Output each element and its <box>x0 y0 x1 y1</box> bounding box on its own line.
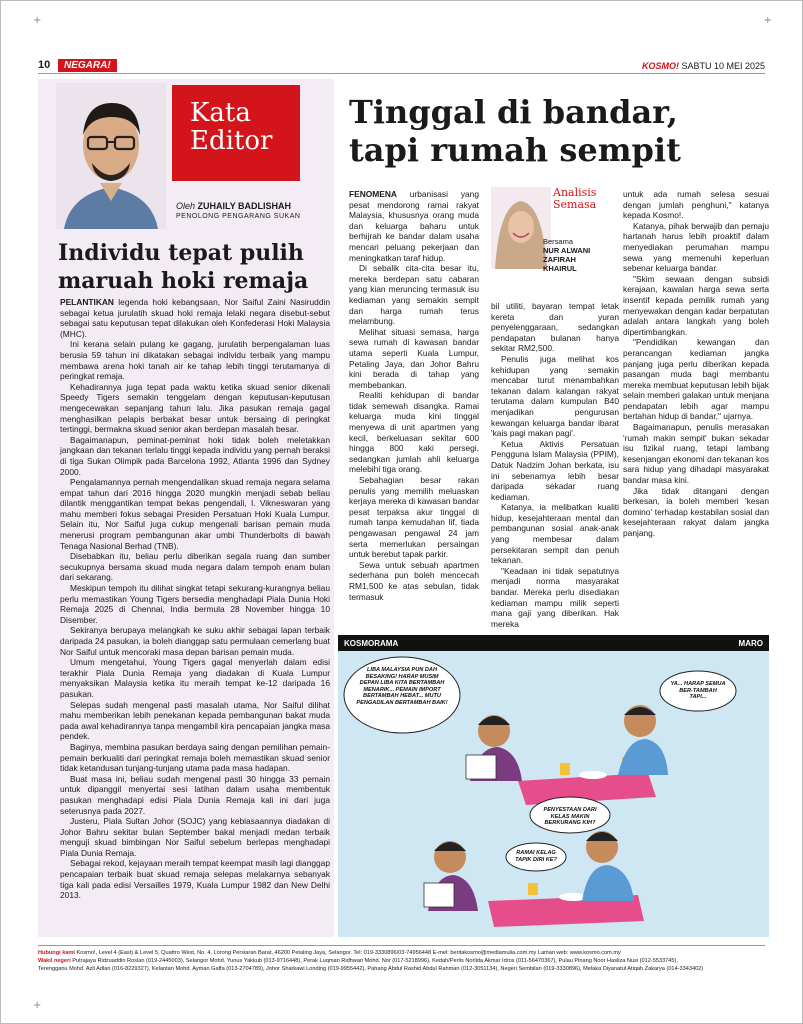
paragraph <box>60 625 330 657</box>
registration-mark: + <box>33 1000 42 1011</box>
section-tag: NEGARA! <box>58 59 117 72</box>
dateline <box>642 61 765 71</box>
paragraph-text: Katanya, pihak berwajib dan pemaju hartanah harus lebih proaktif dalam menyediakan perumahan mampu sewa yang memenuhi keperluan sebenar keluarga bandar. <box>623 220 769 274</box>
paragraph-text: Ini kerana selain pulang ke gagang, jurulatih berpengalaman luas berusia 59 tahun ini dikatakan sebagai individu terbaik yang mampu membawa arena hoki tanah air ke tahap lebih tinggi terutamanya di peringkat remaja. <box>60 339 330 382</box>
author-name-1: NUR ALWANI <box>543 246 591 255</box>
footer-line-1 <box>38 949 765 957</box>
author-credit <box>543 237 590 273</box>
paragraph-text: Justeru, Piala Sultan Johor (SOJC) yang kebiasaannya diadakan di Johor Bahru sekitar bulan September bakal menjadi medan terbaik menguji skuad bimbingan Nor Saiful sebelum berlepas menghadapi Piala Dunia Remaja. <box>60 816 330 858</box>
paragraph <box>623 486 769 539</box>
author-with: Bersama <box>543 237 574 246</box>
paragraph-text: legenda hoki kebangsaan, Nor Saiful Zaini Nasiruddin sebagai ketua jurulatih skuad hoki remaja lelaki negara disebut-sebut sebagai satu keputusan tepat dilakukan oleh Konfederasi Hoki Malaysia (MHC). <box>60 297 330 339</box>
paragraph-text: Umum mengetahui, Young Tigers gagal menyerlah dalam edisi terakhir Piala Dunia Remaja yang diadakan di Kuala Lumpur menyaksikan Malaysia ketika itu meraih tempat ke-12 daripada 16 pasukan. <box>60 657 330 699</box>
cartoon-title: KOSMORAMA <box>344 639 399 648</box>
paragraph-text: Realiti kehidupan di bandar tidak semewah disangka. Ramai keluarga muda kini tinggal menyewa di unit apartmen yang kecil, berkeluasan sekitar 600 hingga 800 kaki persegi, sedangkan jumlah ahli keluarga melebihi tiga orang. <box>349 390 479 475</box>
headline-line-2: tapi rumah sempit <box>349 131 681 169</box>
registration-mark: + <box>763 15 772 26</box>
paragraph-text: Baginya, membina pasukan berdaya saing dengan pemilihan pemain-pemain berkualiti dari peringkat remaja boleh memastikan skuad senior tidak ketandusan tunjang-tunjang utama pada masa hadapan. <box>60 741 330 774</box>
kata-editor-badge <box>172 85 300 181</box>
article-column-2 <box>491 301 619 629</box>
kosmorama-cartoon <box>338 635 769 937</box>
author-box-label <box>553 187 615 211</box>
paragraph <box>623 221 769 274</box>
paragraph-text: Sebahagian besar rakan penulis yang memilih meluaskan kerjaya mereka di kawasan bandar pesat terpaksa akur tinggal di rumah tanpa kemudahan lif, tiada pengawasan pengawal 24 jam serta memerlukan persaingan untuk berebut tapak parkir. <box>349 475 479 560</box>
paragraph-text: Katanya, ia melibatkan kualiti hidup, kesejahteraan mental dan pembangunan sosial anak-anak yang membesar dalam persekitaran sempit dan penuh tekanan. <box>491 502 619 566</box>
footer-text-1: Kosmo!, Level 4 (East) & Level 5, Quattro West, No. 4, Lorong Persiaran Barat, 46200 Petaling Jaya, Selangor. Tel: 019-3330896/03-74956448 E-mel: beritakosmo@mediamulia.com.my Laman web: www.kosmo.com.my <box>74 950 621 956</box>
paragraph <box>349 390 479 475</box>
paragraph <box>349 189 479 263</box>
paragraph-text: Meskipun tempoh itu dilihat singkat tetapi sekurang-kurangnya beliau perlu memastikan Young Tigers bersedia menghadapi Piala Dunia Hoki Remaja 2025 di Chennai, India bermula 28 November hingga 10 Disember. <box>60 583 330 625</box>
registration-mark: + <box>33 15 42 26</box>
paragraph <box>60 477 330 551</box>
author-portrait <box>491 187 551 269</box>
paragraph <box>349 475 479 560</box>
paragraph <box>491 566 619 630</box>
byline-role: PENOLONG PENGARANG SUKAN <box>176 213 301 220</box>
headline-line-1: Tinggal di bandar, <box>349 93 678 131</box>
paragraph <box>349 327 479 391</box>
byline-prefix: Oleh <box>176 201 196 211</box>
paragraph <box>60 583 330 625</box>
contact-footer <box>38 945 765 973</box>
paragraph-text: Kehadirannya juga tepat pada waktu ketika skuad senior dikenali Speedy Tigers semakin tenggelam dengan keputusan-keputusan mengecewakan sepanjang tahun lalu. Jika pasukan remaja gagal menghasilkan pelapis berbakat besar untuk bersaing di peringkat tertinggi, bermakna skuad senior akan berdepan masalah besar. <box>60 381 330 435</box>
badge-line-1: Kata <box>190 98 251 128</box>
paragraph-text: Sekiranya berupaya melangkah ke suku akhir sebagai lapan terbaik daripada 24 pasukan, ia boleh dianggap satu permulaan cemerlang buat Nor Saiful untuk mencoraki masa depan barisan pemain muda. <box>60 625 330 657</box>
paragraph-text: "Keadaan ini tidak sepatutnya menjadi norma masyarakat bandar. Mereka perlu disediakan kediaman mampu milik seperti mana gaji yang diberikan. Hak mereka <box>491 565 619 629</box>
paragraph-text: untuk ada rumah selesa sesuai dengan jumlah penghuni," katanya kepada Kosmo!. <box>623 189 769 221</box>
paragraph-text: bil utiliti, bayaran tempat letak kereta dan yuran penyelenggaraan, sedangkan pendapatan bulanan hanya sekitar RM2,500. <box>491 301 619 354</box>
article-column-1 <box>349 189 479 602</box>
paragraph <box>60 551 330 583</box>
editor-headline: Individu tepat pulih maruah hoki remaja <box>58 240 309 294</box>
paragraph <box>623 189 769 221</box>
author-name-2: ZAFIRAH <box>543 255 576 264</box>
paragraph-text: urbanisasi yang pesat mendorong ramai rakyat Malaysia, khususnya orang muda dan keluarga baharu untuk berhijrah ke bandar dalam usaha mencari peluang pekerjaan dan meningkatkan taraf hidup. <box>349 189 479 263</box>
paragraph-text: Pengalamannya pernah mengendalikan skuad remaja negara selama empat tahun dari 2016 hingga 2020 mungkin menjadi sebab beliau dilantik menggantikan tempat bekas pengendali, I. Vikneswaran yang mahu memberi fokus sebagai Presiden Persatuan Hoki Kuala Lumpur. Selain itu, Nor Saiful juga cukup mengenali barisan pemain muda menerusi program pembangunan akar umbi Thunderbolts di bawah Tenaga Nasional Berhad (TNB). <box>60 477 330 551</box>
editor-column <box>38 79 334 937</box>
footer-line-2 <box>38 957 765 965</box>
article-column-3 <box>623 189 769 539</box>
byline-name: ZUHAILY BADLISHAH <box>197 201 292 211</box>
paragraph-text: Ketua Aktivis Persatuan Pengguna Islam Malaysia (PPIM), Datuk Nadzim Johan berkata, isu ini sebenarnya lebih besar daripada sekadar ruang kediaman. <box>491 438 619 502</box>
page-header <box>38 59 765 74</box>
paragraph <box>60 774 330 816</box>
paragraph <box>623 337 769 422</box>
box-label-1: Analisis <box>553 186 597 199</box>
paragraph-text: Sebagai rekod, kejayaan meraih tempat keempat masih lagi dianggap pencapaian terbaik buat skuad remaja selepas melakarnya sebanyak tiga kali pada edisi Versailles 1979, Kuala Lumpur 1982 dan New Delhi 2013. <box>60 858 330 901</box>
speech-bubble-2: YA... HARAP SEMUA BER-TAMBAH TAPI... <box>670 681 726 701</box>
paragraph-text: Disebabkan itu, beliau perlu diberikan segala ruang dan sumber secukupnya bersama skuad muda negara dalam tempoh enam bulan dari sekarang. <box>60 551 330 583</box>
page-number: 10 <box>38 59 51 71</box>
paragraph <box>491 354 619 439</box>
box-label-2: Semasa <box>553 198 597 211</box>
paragraph <box>491 301 619 354</box>
paragraph <box>60 742 330 774</box>
paragraph <box>60 700 330 742</box>
issue-date: SABTU 10 MEI 2025 <box>681 61 765 71</box>
paragraph-text: Bagaimanapun, peminat-peminat hoki tidak boleh meletakkan jangkaan dan tekanan terlalu tinggi kepada individu yang pernah beraksi di tiga Sukan Olimpik pada Barcelona 1992, Atlanta 1996 dan Sydney 2000. <box>60 434 330 477</box>
paragraph <box>623 274 769 338</box>
paragraph <box>60 657 330 699</box>
paragraph-text: Di sebalik cita-cita besar itu, mereka berdepan satu cabaran yang kian meruncing termasuk isu kediaman yang semakin sempit dan harga rumah terus melambung. <box>349 263 479 327</box>
paragraph-text: Penulis juga melihat kos kehidupan yang semakin mencabar turut menambahkan tekanan dalam kalangan rakyat terutama dalam kumpulan B40 menjadikan pengurusan kewangan keluarga bandar ibarat 'kais pagi makan pagi'. <box>491 353 619 439</box>
paragraph <box>491 502 619 566</box>
paragraph-text: Buat masa ini, beliau sudah mengenal pasti 30 hingga 33 pemain untuk dipanggil menyertai sesi latihan dalam usaha membentuk pasukan menghadapi edisi Piala Dunia Remaja kali ini dari juga seterusnya pada 2027. <box>60 773 330 816</box>
speech-bubble-4: RAMAI KELAG TAPIK DIRI KE? <box>515 850 557 863</box>
paragraph-text: Melihat situasi semasa, harga sewa rumah di kawasan bandar utama seperti Kuala Lumpur, Petaling Jaya, dan Johor Bahru kini berada di tahap yang membebankan. <box>349 326 479 390</box>
author-name-3: KHAIRUL <box>543 264 577 273</box>
cartoon-artist: MARO <box>738 639 763 648</box>
paragraph-text: "Skim sewaan dengan subsidi kerajaan, kawalan harga sewa serta insentif kepada pemilik rumah yang menyewakan dengan kadar berpatutan adalah antara langkah yang boleh dipertimbangkan. <box>623 273 769 337</box>
editor-body <box>60 297 330 901</box>
paragraph <box>349 560 479 602</box>
paragraph <box>60 297 330 339</box>
lead-word: FENOMENA <box>349 189 397 199</box>
paragraph <box>60 858 330 900</box>
paragraph-text: Jika tidak ditangani dengan berkesan, ia boleh memberi 'kesan domino' terhadap kestabilan sosial dan kesejahteraan rakyat dalam jangka panjang. <box>623 485 769 538</box>
paragraph <box>60 382 330 435</box>
paragraph <box>60 435 330 477</box>
article-headline <box>349 93 769 169</box>
lead-word: PELANTIKAN <box>60 297 114 307</box>
paragraph <box>491 439 619 503</box>
paragraph-text: "Pendidikan kewangan dan perancangan kediaman jangka panjang juga perlu diberikan kepada pasangan muda bagi membantu mereka membuat keputusan lebih bijak selain memberi galakan untuk menjana pendapatan lebih agar mampu bertahan hidup di bandar," ujarnya. <box>623 337 769 422</box>
author-box <box>491 187 619 295</box>
paragraph-text: Sewa untuk sebuah apartmen sederhana pun boleh mencecah RM1,500 ke atas sebulan, tidak termasuk <box>349 559 479 602</box>
footer-label-1: Hubungi kami <box>38 950 75 956</box>
brand-name: KOSMO! <box>641 61 679 71</box>
paragraph <box>60 339 330 381</box>
paragraph <box>623 422 769 486</box>
editor-portrait <box>56 83 166 229</box>
speech-bubble-3: PENYESTAAN DARI KELAS MAKIN BERKURANG KIH? <box>543 807 597 827</box>
paragraph <box>349 263 479 327</box>
footer-line-3: Terengganu Mohd. Azli Adlan (016-8229327), Kelantan Mohd. Ayman Gaffa (013-2704789), Johor Sharkawi Londing (019-9955442), Pahang Abdul Rashid Abdul Rahman (012-3051134), Negeri Sembilan (019-3330896), Melaka Diyanatul Atiqah Zakarya (014-3343402) <box>38 966 704 972</box>
footer-label-2: Wakil negeri <box>38 958 71 964</box>
paragraph-text: Bagaimanapun, penulis merasakan 'rumah makin sempit' bukan sekadar isu fizikal ruang, tetapi lambang kesenjangan ekonomi dan tekanan kos sara hidup yang dihadapi masyarakat bandar masa kini. <box>623 422 769 486</box>
footer-text-2: Putrajaya Ridzuaddin Roslan (019-2445003), Selangor Mohd. Yunus Yakkub (013-9716448), Perak Luqman Ridhwan Mohd. Nor (017-5218996), Kedah/Perlis Norlida Akmar Idros (011-56470367), Pulau Pinang Noor Hasliza Nusi (012-5533745), <box>70 958 678 964</box>
paragraph <box>60 816 330 858</box>
cartoon-title-bar <box>338 635 769 651</box>
paragraph-text: Selepas sudah mengenal pasti masalah utama, Nor Saiful dilihat mahu memberikan lebih penekanan kepada pembangunan bakat muda pada awal kehadirannya tanpa mengambil kira pencapaian jangka masa pendek. <box>60 699 330 742</box>
badge-line-2: Editor <box>190 126 273 156</box>
byline <box>176 201 291 211</box>
speech-bubble-1: LIBA MALAYSIA PUN DAH BESAKING! HARAP MUSIM DEPAN LIBA KITA BERTAMBAH MENARIK... PEMAIN IMPORT BERTAMBAH HEBAT... MUTU PENGADILAN BERTAMBAH BAIK! <box>356 667 448 706</box>
